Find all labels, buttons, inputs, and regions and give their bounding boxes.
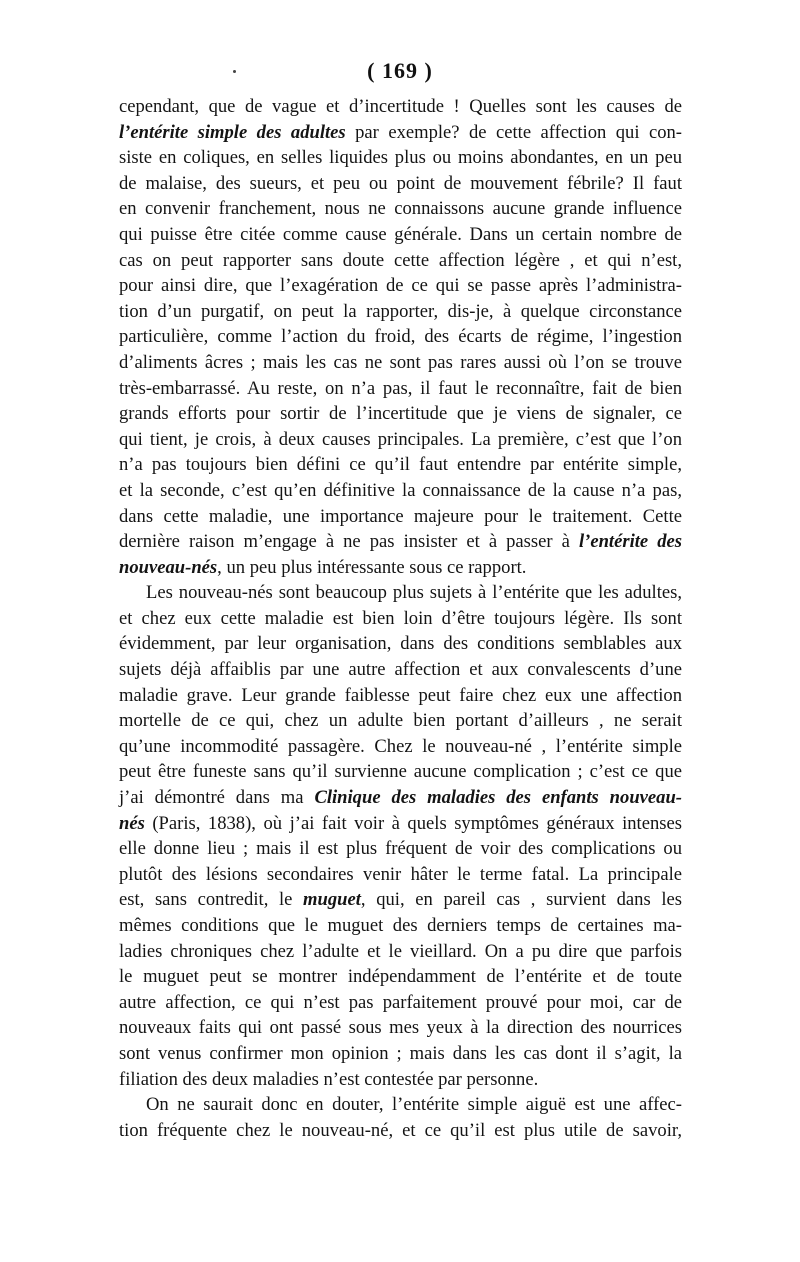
text-run: peut être funeste sans qu’il survienne aucune complication ; c’est ce que (119, 761, 682, 783)
text-run: en convenir franchement, nous ne connaissons aucune grande influence (119, 198, 682, 220)
text-run: qui puisse être citée comme cause générale. Dans un certain nombre de (119, 223, 682, 245)
text-run: mêmes conditions que le muguet des derniers temps de certaines ma- (119, 915, 682, 936)
text-line (119, 939, 682, 965)
text-line (119, 324, 682, 350)
text-run: sujets déjà affaiblis par une autre affection et aux convalescents d’une (119, 659, 682, 681)
text-run: , un peu plus intéressante sous ce rapport. (217, 556, 527, 578)
text-run: et chez eux cette maladie est bien loin d’être toujours légère. Ils sont (119, 607, 682, 629)
text-line (119, 1067, 682, 1093)
text-run: cependant, que de vague et d’incertitude ! Quelles sont les causes de (119, 96, 682, 117)
text-run: cas on peut rapporter sans doute cette affection légère , et qui n’est, (119, 249, 682, 271)
body-text (119, 94, 682, 1143)
text-line (119, 606, 682, 632)
text-line (119, 120, 682, 146)
text-run: grands efforts pour sortir de l’incertitude que je viens de signaler, ce (119, 403, 682, 425)
text-line (119, 990, 682, 1016)
paragraph (119, 580, 682, 1092)
page-number: ( 169 ) (367, 58, 433, 83)
text-run: sont venus confirmer mon opinion ; mais dans les cas dont il s’agit, la (119, 1042, 682, 1064)
text-run: d’aliments âcres ; mais les cas ne sont pas rares aussi où l’on se trouve (119, 351, 682, 373)
text-run: évidemment, par leur organisation, dans des conditions semblables aux (119, 633, 682, 655)
text-run: par exemple? de cette affection qui con- (345, 121, 682, 143)
paragraph (119, 94, 682, 580)
text-run: autre affection, ce qui n’est pas parfaitement prouvé pour moi, car de (119, 991, 682, 1013)
text-line (119, 299, 682, 325)
text-run: particulière, comme l’action du froid, des écarts de régime, l’ingestion (119, 326, 682, 348)
text-line (119, 657, 682, 683)
italic-emphasis: Clinique des maladies des enfants nouveau- (314, 787, 682, 809)
text-line (119, 171, 682, 197)
text-line (119, 273, 682, 299)
text-line (119, 964, 682, 990)
text-line (119, 401, 682, 427)
text-run: et la seconde, c’est qu’en définitive la connaissance de la cause n’a pas, (119, 479, 682, 501)
text-run: , qui, en pareil cas , survient dans les (360, 889, 682, 911)
text-run: est, sans contredit, le (119, 889, 304, 911)
text-run: dernière raison m’engage à ne pas insister et à passer à (119, 531, 579, 553)
text-run: maladie grave. Leur grande faiblesse peut faire chez eux une affection (119, 684, 682, 706)
text-run: nouveaux faits qui ont passé sous mes yeux à la direction des nourrices (119, 1017, 682, 1039)
text-run: tion fréquente chez le nouveau-né, et ce qu’il est plus utile de savoir, (119, 1119, 682, 1141)
italic-emphasis: nouveau-nés (119, 556, 218, 578)
text-line (119, 913, 682, 939)
text-run: mortelle de ce qui, chez un adulte bien portant d’ailleurs , ne serait (119, 710, 682, 732)
text-run: Les nouveau-nés sont beaucoup plus sujets à l’entérite que les adultes, (146, 582, 682, 604)
italic-emphasis: l’entérite simple des adultes (119, 121, 346, 143)
text-line (119, 452, 682, 478)
text-line (119, 887, 682, 913)
text-line (119, 1041, 682, 1067)
text-run: très-embarrassé. Au reste, on n’a pas, il faut le reconnaître, fait de bien (119, 377, 682, 399)
text-line (119, 734, 682, 760)
text-line (119, 683, 682, 709)
text-run: qu’une incommodité passagère. Chez le nouveau-né , l’entérite simple (119, 735, 682, 757)
text-line (119, 504, 682, 530)
italic-emphasis: l’entérite des (578, 531, 683, 553)
text-run: plutôt des lésions secondaires venir hâter le terme fatal. La principale (119, 863, 682, 885)
text-line (119, 529, 682, 555)
text-line (119, 1118, 682, 1144)
text-line (119, 555, 682, 581)
paragraph (119, 1092, 682, 1143)
text-line (119, 759, 682, 785)
text-line (119, 350, 682, 376)
text-run: tion d’un purgatif, on peut la rapporter, dis-je, à quelque circonstance (119, 300, 682, 322)
text-run: pour ainsi dire, que l’exagération de ce qui se passe après l’administra- (119, 275, 682, 297)
text-line (119, 94, 682, 120)
text-run: On ne saurait donc en douter, l’entérite simple aiguë est une affec- (146, 1094, 682, 1116)
italic-emphasis: muguet (303, 889, 361, 911)
text-line (119, 248, 682, 274)
text-run: siste en coliques, en selles liquides plus ou moins abondantes, en un peu (119, 147, 682, 169)
italic-emphasis: nés (119, 812, 145, 834)
text-line (119, 196, 682, 222)
text-run: elle donne lieu ; mais il est plus fréquent de voir des complications ou (119, 838, 682, 860)
text-line (119, 376, 682, 402)
text-line (119, 836, 682, 862)
text-run: de malaise, des sueurs, et peu ou point de mouvement fébrile? Il faut (119, 172, 682, 194)
text-line (119, 708, 682, 734)
text-run: le muguet peut se montrer indépendamment de l’entérite et de toute (119, 966, 682, 988)
text-line (119, 145, 682, 171)
text-run: ladies chroniques chez l’adulte et le vieillard. On a pu dire que parfois (119, 940, 682, 962)
text-line (119, 478, 682, 504)
text-run: filiation des deux maladies n’est contestée par personne. (119, 1068, 539, 1090)
text-line (119, 785, 682, 811)
text-run: n’a pas toujours bien défini ce qu’il faut entendre par entérite simple, (119, 454, 682, 476)
text-line (119, 862, 682, 888)
text-run: (Paris, 1838), où j’ai fait voir à quels symptômes généraux intenses (144, 812, 682, 834)
text-line (119, 222, 682, 248)
text-line (119, 427, 682, 453)
text-line (119, 631, 682, 657)
text-run: dans cette maladie, une importance majeure pour le traitement. Cette (119, 505, 682, 527)
text-line (119, 811, 682, 837)
text-line (119, 1015, 682, 1041)
text-run: j’ai démontré dans ma (119, 787, 315, 809)
text-line (119, 580, 682, 606)
text-line (119, 1092, 682, 1118)
text-run: qui tient, je crois, à deux causes principales. La première, c’est que l’on (119, 428, 682, 450)
